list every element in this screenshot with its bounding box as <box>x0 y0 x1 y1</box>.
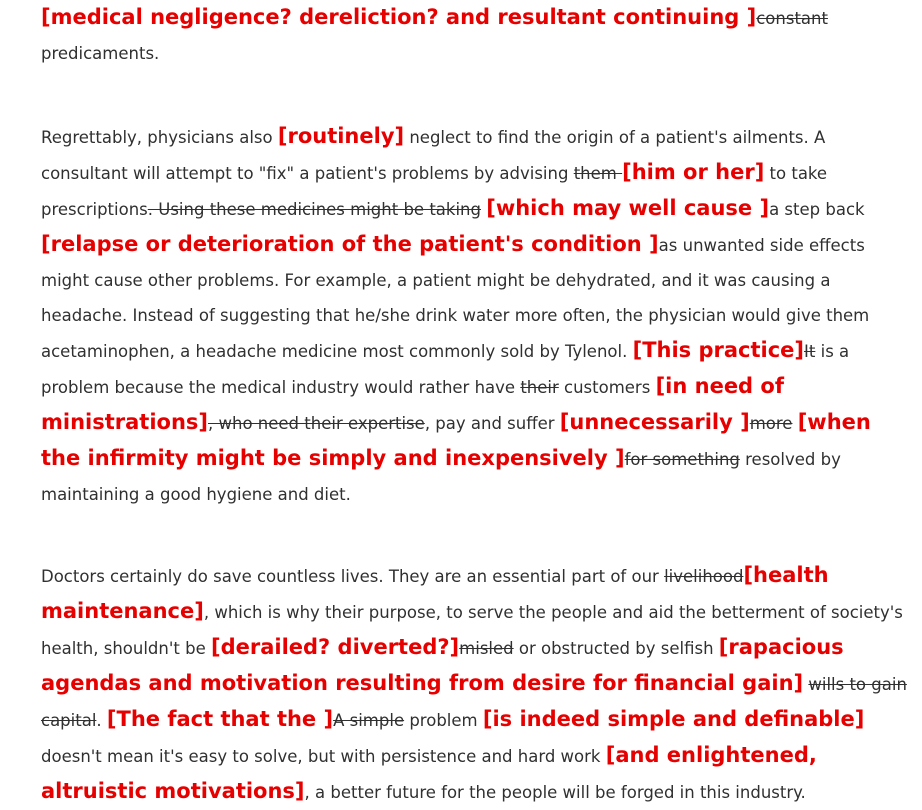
deleted-text: wills to gain capital <box>41 675 907 730</box>
body-text: neglect to find the origin of a patient's ailments. A consultant will attempt to "fix" a patient's problems by advising <box>41 128 826 183</box>
inserted-edit: [in need of ministrations] <box>41 374 784 434</box>
deleted-text: them <box>573 164 623 183</box>
inserted-edit: [relapse or deterioration of the patient's condition ] <box>41 232 659 256</box>
deleted-text: It <box>804 342 816 361</box>
inserted-edit: [routinely] <box>277 124 405 148</box>
inserted-edit: [is indeed simple and definable] <box>482 707 865 731</box>
body-text: , pay and suffer <box>424 414 560 433</box>
paragraph-3 <box>41 558 913 810</box>
body-text: resolved by maintaining a good hygiene and diet. <box>41 450 841 504</box>
body-text: customers <box>558 378 656 397</box>
body-text: problem <box>404 711 483 730</box>
body-text: to take prescriptions <box>41 164 828 219</box>
inserted-edit: [when the infirmity might be simply and inexpensively ] <box>41 410 871 470</box>
body-text: is a problem because the medical industry would rather have <box>41 342 850 397</box>
inserted-edit: [health maintenance] <box>41 563 829 623</box>
inserted-edit: [him or her] <box>622 160 765 184</box>
paragraph-2 <box>41 119 913 512</box>
inserted-edit: [unnecessarily ] <box>559 410 750 434</box>
paragraph-1 <box>41 0 913 71</box>
deleted-text: , who need their expertise <box>208 414 425 433</box>
body-text: as unwanted side effects might cause other problems. For example, a patient might be dehydrated, and it was causing a headache. Instead of suggesting that he/she drink water more often, the physician would give them acetaminophen, a headache medicine most commonly sold by Tylenol. <box>41 236 870 361</box>
body-text: . <box>96 711 107 730</box>
inserted-edit: [The fact that the ] <box>106 707 334 731</box>
body-text: doesn't mean it's easy to solve, but with persistence and hard work <box>41 747 606 766</box>
deleted-text: misled <box>459 639 514 658</box>
inserted-edit: [rapacious agendas and motivation resulting from desire for financial gain] <box>41 635 844 695</box>
inserted-edit: [medical negligence? dereliction? and resultant continuing ] <box>41 5 757 29</box>
document-body <box>41 0 913 810</box>
deleted-text: livelihood <box>664 567 744 586</box>
deleted-text: their <box>520 378 559 397</box>
deleted-text: more <box>749 414 793 433</box>
body-text: Regrettably, physicians also <box>41 128 278 147</box>
body-text: , a better future for the people will be forged in this industry. <box>304 783 806 802</box>
inserted-edit: [and enlightened, altruistic motivations] <box>41 743 817 803</box>
inserted-edit: [This practice] <box>632 338 805 362</box>
body-text: predicaments. <box>41 44 160 63</box>
deleted-text: . Using these medicines might be taking <box>147 200 481 219</box>
inserted-edit: [derailed? diverted?] <box>210 635 460 659</box>
deleted-text: for something <box>624 450 740 469</box>
body-text: or obstructed by selfish <box>513 639 719 658</box>
body-text: a step back <box>769 200 865 219</box>
inserted-edit: [which may well cause ] <box>486 196 770 220</box>
body-text: , which is why their purpose, to serve the people and aid the betterment of society's health, shouldn't be <box>41 603 903 658</box>
deleted-text: constant <box>756 9 828 28</box>
deleted-text: A simple <box>333 711 405 730</box>
body-text: Doctors certainly do save countless lives. They are an essential part of our <box>41 567 665 586</box>
